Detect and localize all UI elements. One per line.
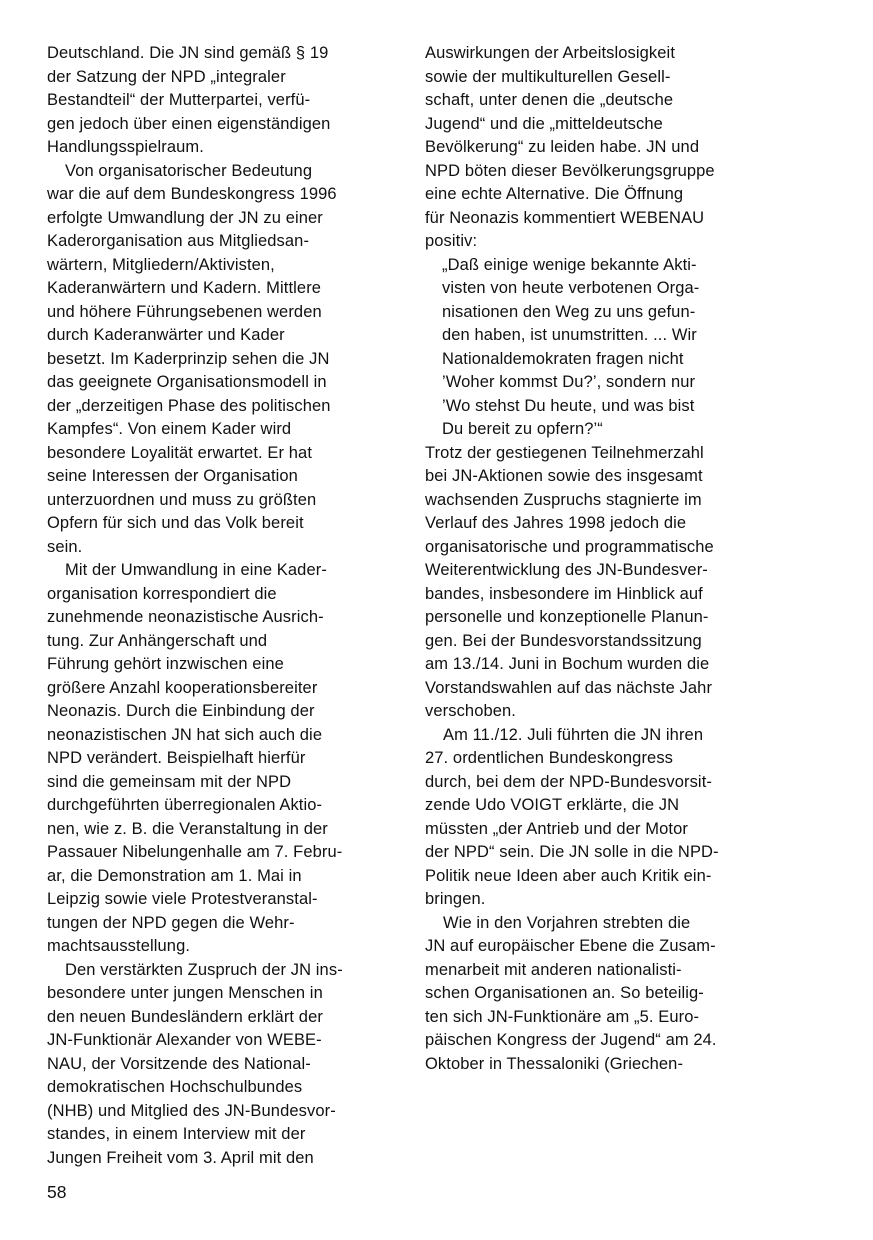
text-line: ten sich JN-Funktionäre am „5. Euro- [425,1007,700,1026]
text-line: Kaderanwärtern und Kadern. Mittlere [47,279,322,297]
text-line: JN auf europäischer Ebene die Zusam- [425,937,716,955]
text-line: müssten „der Antrieb und der Motor [425,819,688,838]
text-line: Vorstandswahlen auf das nächste Jahr [425,678,713,697]
text-line: Bevölkerung“ zu leiden habe. JN und [425,138,700,156]
text-line: verschoben. [425,702,516,720]
text-line: ’Wo stehst Du heute, und was bist [442,396,695,415]
text-line: Mit der Umwandlung in eine Kader- [65,561,327,579]
text-line: wärtern, Mitgliedern/Aktivisten, [47,255,275,274]
text-line: Deutschland. Die JN sind gemäß § 19 [47,44,329,62]
text-line: „Daß einige wenige bekannte Akti- [442,255,697,274]
text-line: päischen Kongress der Jugend“ am 24. [425,1031,717,1049]
text-line: menarbeit mit anderen nationalisti- [425,960,682,979]
text-line: schaft, unter denen die „deutsche [425,91,674,109]
text-line: durchgeführten überregionalen Aktio- [47,796,323,814]
text-line: sind die gemeinsam mit der NPD [47,772,292,791]
text-line: Den verstärkten Zuspruch der JN ins- [65,960,343,979]
text-line: Bestandteil“ der Mutterpartei, verfü- [47,91,311,109]
text-line: Wie in den Vorjahren strebten die [443,913,691,932]
text-line: war die auf dem Bundeskongress 1996 [47,185,337,203]
text-line: größere Anzahl kooperationsbereiter [47,678,318,697]
text-line: seine Interessen der Organisation [47,467,298,485]
text-line: zende Udo VOIGT erklärte, die JN [425,796,680,814]
text-line: bei JN-Aktionen sowie des insgesamt [425,467,703,485]
text-line: Du bereit zu opfern?’“ [442,420,603,438]
text-line: neonazistischen JN hat sich auch die [47,725,323,744]
text-line: gen. Bei der Bundesvorstandssitzung [425,631,702,650]
text-line: standes, in einem Interview mit der [47,1125,306,1143]
text-line: am 13./14. Juni in Bochum wurden die [425,655,710,673]
left-text-column [47,42,399,1170]
text-line: Am 11./12. Juli führten die JN ihren [443,725,704,744]
text-line: besetzt. Im Kaderprinzip sehen die JN [47,349,330,368]
text-line: Jugend“ und die „mitteldeutsche [425,114,663,133]
text-line: visten von heute verbotenen Orga- [442,279,700,297]
text-line: besondere Loyalität erwartet. Er hat [47,443,312,462]
text-line: durch Kaderanwärter und Kader [47,326,285,344]
text-line: nen, wie z. B. die Veranstaltung in der [47,819,328,838]
text-line: organisation korrespondiert die [47,584,277,603]
text-line: den haben, ist unumstritten. ... Wir [442,326,697,344]
text-line: Nationaldemokraten fragen nicht [442,349,684,368]
text-line: durch, bei dem der NPD-Bundesvorsit- [425,772,712,791]
text-line: Auswirkungen der Arbeitslosigkeit [425,44,676,62]
text-line: bringen. [425,890,486,908]
text-line: NAU, der Vorsitzende des National- [47,1054,311,1073]
right-text-column [425,42,777,1076]
text-line: Politik neue Ideen aber auch Kritik ein- [425,866,712,885]
text-line: demokratischen Hochschulbundes [47,1078,303,1096]
text-line: Oktober in Thessaloniki (Griechen- [425,1054,684,1073]
text-line: der Satzung der NPD „integraler [47,67,286,86]
text-line: und höhere Führungsebenen werden [47,302,322,321]
text-line: bandes, insbesondere im Hinblick auf [425,584,703,603]
text-line: ’Woher kommst Du?’, sondern nur [442,373,696,391]
text-line: der NPD“ sein. Die JN solle in die NPD- [425,843,719,861]
text-line: für Neonazis kommentiert WEBENAU [425,208,705,227]
text-line: eine echte Alternative. Die Öffnung [425,185,684,203]
text-line: Weiterentwicklung des JN-Bundesver- [425,561,708,579]
text-line: Opfern für sich und das Volk bereit [47,514,304,532]
text-line: machtsausstellung. [47,937,191,955]
text-line: Führung gehört inzwischen eine [47,655,284,673]
text-line: nisationen den Weg zu uns gefun- [442,302,696,321]
text-line: erfolgte Umwandlung der JN zu einer [47,208,323,227]
text-line: positiv: [425,232,478,250]
text-line: zunehmende neonazistische Ausrich- [47,608,324,626]
text-line: Neonazis. Durch die Einbindung der [47,702,315,720]
text-line: Handlungsspielraum. [47,138,204,156]
text-line: unterzuordnen und muss zu größten [47,490,317,509]
text-line: besondere unter jungen Menschen in [47,984,323,1002]
text-line: sowie der multikulturellen Gesell- [425,67,671,86]
text-line: Jungen Freiheit vom 3. April mit den [47,1148,314,1167]
text-line: das geeignete Organisationsmodell in [47,373,327,391]
page-number: 58 [47,1182,67,1202]
text-line: organisatorische und programmatische [425,537,714,556]
text-line: gen jedoch über einen eigenständigen [47,114,331,133]
text-line: Von organisatorischer Bedeutung [65,161,313,180]
text-line: 27. ordentlichen Bundeskongress [425,749,674,767]
text-line: personelle und konzeptionelle Planun- [425,608,709,626]
text-line: Kampfes“. Von einem Kader wird [47,420,292,438]
text-line: sein. [47,537,83,556]
text-line: Leipzig sowie viele Protestveranstal- [47,890,318,908]
text-line: Verlauf des Jahres 1998 jedoch die [425,514,687,532]
text-line: den neuen Bundesländern erklärt der [47,1007,323,1026]
text-line: tung. Zur Anhängerschaft und [47,631,268,650]
text-line: (NHB) und Mitglied des JN-Bundesvor- [47,1101,336,1120]
text-line: schen Organisationen an. So beteilig- [425,984,704,1002]
text-line: Passauer Nibelungenhalle am 7. Febru- [47,843,343,861]
text-line: ar, die Demonstration am 1. Mai in [47,866,302,885]
text-line: wachsenden Zuspruchs stagnierte im [425,490,702,509]
text-line: NPD böten dieser Bevölkerungsgruppe [425,161,715,180]
text-line: Kaderorganisation aus Mitgliedsan- [47,232,310,250]
text-line: Trotz der gestiegenen Teilnehmerzahl [425,443,704,462]
text-line: JN-Funktionär Alexander von WEBE- [47,1031,322,1049]
text-line: der „derzeitigen Phase des politischen [47,396,331,415]
text-line: tungen der NPD gegen die Wehr- [47,913,295,932]
text-line: NPD verändert. Beispielhaft hierfür [47,749,306,767]
